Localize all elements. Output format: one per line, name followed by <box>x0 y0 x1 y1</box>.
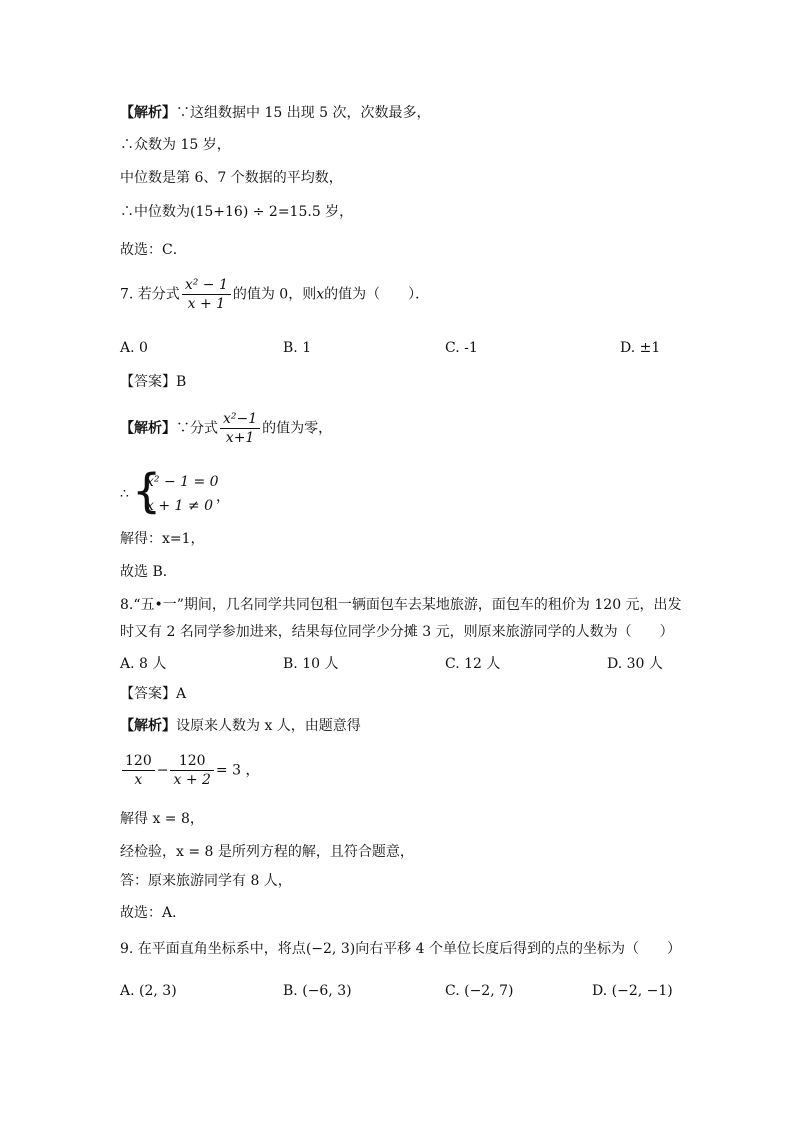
system-row-1: x² − 1 = 0 <box>146 474 219 490</box>
q7-stem: 7. 若分式 $\frac{\text{x² − 1}}{x + 1}$ 的值为 0，则x的值为（ ）． <box>120 277 430 312</box>
q8-choice: 故选：A． <box>120 905 187 921</box>
q9-stem: 9. 在平面直角坐标系中，将点(−2, 3)向右平移 4 个单位长度后得到的点的坐标为（ ） <box>120 941 681 957</box>
q8-option-b: B. 10 人 <box>283 656 339 672</box>
eq-fraction-1: $\frac{120}{x}$ <box>122 752 155 789</box>
solution-tag: 【解析】 <box>120 420 176 437</box>
q6-solution-line-3: 中位数是第 6、7 个数据的平均数， <box>120 170 343 186</box>
q7-solve: 解得：x=1， <box>120 531 205 547</box>
q7-option-a: A. 0 <box>120 340 148 356</box>
q8-equation: $\frac{120}{x}$ − $\frac{120}{x + 2}$ = 3 ， <box>120 752 259 789</box>
q7-choice: 故选 B． <box>120 564 177 580</box>
q9-point: (−2, 3) <box>305 941 356 957</box>
q7-equation-system: ∴ { x² − 1 = 0 x + 1 ≠ 0 ， <box>120 464 230 518</box>
q8-check: 经检验，x = 8 是所列方程的解，且符合题意， <box>120 844 414 860</box>
q6-solution-line-4: ∴中位数为(15+16) ÷ 2=15.5 岁， <box>120 204 354 220</box>
q6-solution-choice: 故选：C． <box>120 242 187 258</box>
q7-solution-line-1: 【解析】∵分式 $\frac{\text{x²−1}}{x+1}$ 的值为零， <box>120 411 333 446</box>
median-expression: (15+16) ÷ 2 <box>190 204 278 220</box>
q7-solution-fraction: $\frac{\text{x²−1}}{x+1}$ <box>220 410 260 447</box>
q7-option-b: B. 1 <box>283 340 312 356</box>
q8-option-d: D. 30 人 <box>607 656 663 672</box>
q7-option-d: D. ±1 <box>620 340 661 356</box>
q9-option-d: D. (−2, −1) <box>592 983 673 999</box>
q6-solution-line-1: 【解析】∵这组数据中 15 出现 5 次，次数最多， <box>120 105 431 121</box>
q8-stem-line-2: 时又有 2 名同学参加进来，结果每位同学少分摊 3 元，则原来旅游同学的人数为（ ） <box>120 624 674 640</box>
solution-tag: 【解析】 <box>120 718 176 734</box>
q7-answer: 【答案】B <box>120 374 187 390</box>
q8-option-c: C. 12 人 <box>445 656 501 672</box>
q9-option-b: B. (−6, 3) <box>283 983 352 999</box>
q8-stem-line-1: 8.“五•一”期间，几名同学共同包租一辆面包车去某地旅游，面包车的租价为 120 元，出发 <box>120 597 682 613</box>
q7-fraction: $\frac{\text{x² − 1}}{x + 1}$ <box>182 276 231 313</box>
q9-option-a: A. (2, 3) <box>120 983 177 999</box>
therefore-symbol: ∴ <box>120 486 129 502</box>
q8-reply: 答：原来旅游同学有 8 人， <box>120 873 292 889</box>
q8-solution-line-1: 【解析】设原来人数为 x 人，由题意得 <box>120 718 361 734</box>
q8-answer: 【答案】A <box>120 686 187 702</box>
system-row-2: x + 1 ≠ 0 <box>146 498 213 514</box>
q7-option-c: C. -1 <box>445 340 478 356</box>
q8-solve: 解得 x = 8， <box>120 811 204 827</box>
q8-option-a: A. 8 人 <box>120 656 167 672</box>
q9-option-c: C. (−2, 7) <box>445 983 514 999</box>
brace: { <box>132 464 162 518</box>
solution-tag: 【解析】 <box>120 105 176 121</box>
eq-fraction-2: $\frac{120}{x + 2}$ <box>170 752 213 789</box>
q6-solution-line-2: ∴众数为 15 岁， <box>120 137 231 153</box>
